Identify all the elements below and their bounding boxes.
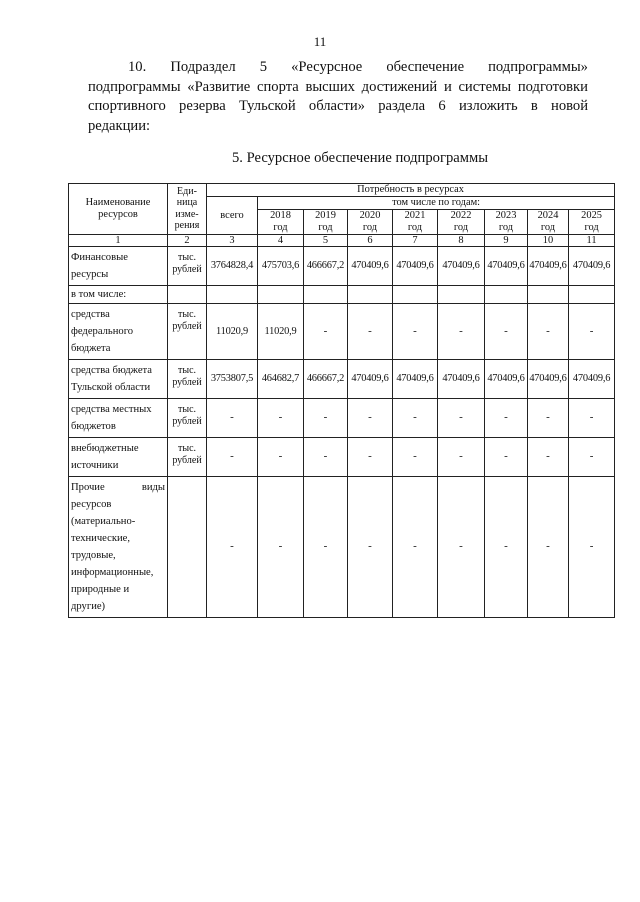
row-unit [168, 247, 207, 286]
row-year-value [569, 286, 615, 304]
row-year-value [393, 286, 438, 304]
paragraph-word: резерва [179, 98, 226, 114]
row-unit-line: тыс. [177, 365, 197, 376]
row-name-line: информационные, [71, 567, 154, 578]
row-year-value: 464682,7 [258, 360, 304, 399]
table-row [69, 477, 615, 618]
paragraph-word: 6 [438, 98, 446, 114]
row-name-line: бюджета [71, 343, 111, 354]
header-year-number: 2023 [495, 210, 517, 221]
column-number: 1 [69, 234, 168, 247]
header-year [304, 209, 348, 234]
row-name-line: федерального [71, 326, 134, 337]
paragraph-word: области» [308, 98, 365, 114]
header-year-word: год [540, 221, 556, 233]
header-unit-line: Еди- [177, 185, 197, 197]
row-year-value: - [528, 304, 569, 360]
paragraph-word: системы [458, 78, 512, 95]
row-year-value: 470409,6 [393, 247, 438, 286]
paragraph-word: достижений [361, 78, 438, 95]
row-year-value: - [438, 399, 485, 438]
row-unit-line: рублей [172, 455, 202, 466]
row-year-value: 466667,2 [304, 360, 348, 399]
row-total-value: 3753807,5 [207, 360, 258, 399]
header-year-word: год [273, 221, 288, 233]
row-year-value: - [485, 477, 528, 618]
header-unit [168, 184, 207, 235]
row-resource-name [69, 438, 168, 477]
row-year-value: 470409,6 [348, 247, 393, 286]
row-year-value: - [485, 399, 528, 438]
row-year-value: - [569, 477, 615, 618]
header-year-number: 2025 [581, 210, 602, 221]
row-name-line: бюджетов [71, 421, 116, 432]
header-year-number: 2021 [404, 210, 426, 221]
header-resource-name: Наименование ресурсов [69, 184, 168, 235]
paragraph-word: и [443, 78, 452, 95]
row-year-value [304, 286, 348, 304]
paragraph-word: 10. [128, 59, 147, 75]
row-year-value [258, 286, 304, 304]
row-unit-line: тыс. [177, 443, 197, 454]
paragraph-line [88, 117, 588, 137]
row-year-value: 470409,6 [393, 360, 438, 399]
row-year-value: - [348, 399, 393, 438]
paragraph-line [88, 78, 588, 98]
row-name-line: (материально- [71, 516, 136, 527]
row-total-value: - [207, 438, 258, 477]
row-unit [168, 360, 207, 399]
section-heading: 5. Ресурсное обеспечение подпрограммы [231, 150, 488, 166]
row-unit-line: рублей [172, 321, 202, 332]
paragraph-word: Подраздел [170, 59, 236, 75]
row-name-line: ресурсов [71, 499, 112, 510]
row-name-line: другие) [71, 601, 106, 612]
header-unit-line: изме- [175, 208, 199, 220]
row-year-value: - [258, 399, 304, 438]
row-year-value: - [528, 399, 569, 438]
row-name-line: технические, [71, 533, 130, 544]
column-number: 11 [569, 234, 615, 247]
header-need: Потребность в ресурсах [207, 184, 615, 197]
amendment-paragraph [88, 58, 588, 136]
row-year-value: 11020,9 [258, 304, 304, 360]
row-year-value: - [485, 304, 528, 360]
header-unit-line: рения [174, 220, 200, 232]
row-resource-name [69, 360, 168, 399]
row-resource-name [69, 399, 168, 438]
row-year-value: - [258, 438, 304, 477]
header-year [438, 209, 485, 234]
row-year-value: - [348, 438, 393, 477]
row-year-value: 470409,6 [528, 360, 569, 399]
row-year-value: - [304, 304, 348, 360]
row-total-value: - [207, 477, 258, 618]
header-year [348, 209, 393, 234]
row-name-line: средства [71, 309, 110, 320]
row-unit [168, 438, 207, 477]
row-resource-name [69, 247, 168, 286]
row-total-value [207, 286, 258, 304]
column-number: 9 [485, 234, 528, 247]
header-year-number: 2024 [537, 210, 559, 221]
column-number: 7 [393, 234, 438, 247]
row-name-line: внебюджетные [71, 443, 139, 454]
row-unit-line: рублей [172, 264, 202, 275]
header-year-word: год [318, 221, 333, 233]
row-name-line: ресурсы [71, 269, 109, 280]
table-row [69, 247, 615, 286]
row-unit [168, 399, 207, 438]
row-name-line: Прочие виды [71, 482, 165, 493]
header-year-word: год [453, 221, 469, 233]
header-year-number: 2022 [450, 210, 472, 221]
table-row [69, 286, 615, 304]
row-unit [168, 477, 207, 618]
row-year-value: 470409,6 [438, 247, 485, 286]
row-unit [168, 286, 207, 304]
row-unit-line: тыс. [177, 252, 197, 263]
table-row [69, 438, 615, 477]
paragraph-word: подпрограммы [88, 78, 181, 95]
header-by-years: том числе по годам: [258, 197, 615, 210]
row-year-value: - [569, 304, 615, 360]
row-year-value: - [304, 477, 348, 618]
page-number: 11 [313, 34, 327, 49]
header-year-word: год [498, 221, 514, 233]
table-row [69, 360, 615, 399]
column-number: 2 [168, 234, 207, 247]
paragraph-line [88, 97, 588, 117]
row-resource-name [69, 286, 168, 304]
header-year-number: 2020 [359, 210, 381, 221]
header-year [569, 209, 615, 234]
paragraph-word: спортивного [88, 98, 166, 114]
header-year-number: 2018 [270, 210, 291, 221]
paragraph-word: подготовки [517, 78, 588, 95]
header-year [258, 209, 304, 234]
row-total-value: 3764828,4 [207, 247, 258, 286]
row-year-value [438, 286, 485, 304]
resources-table [68, 183, 615, 618]
header-year-word: год [407, 221, 423, 233]
row-year-value [348, 286, 393, 304]
table-row [69, 399, 615, 438]
row-year-value: - [348, 304, 393, 360]
row-year-value: - [258, 477, 304, 618]
paragraph-word: изложить [458, 98, 518, 114]
paragraph-word: Тульской [238, 98, 296, 114]
row-year-value: - [528, 477, 569, 618]
row-year-value: 470409,6 [528, 247, 569, 286]
paragraph-word: «Развитие [187, 78, 251, 95]
paragraph-word: новой [551, 98, 589, 114]
column-number: 6 [348, 234, 393, 247]
row-year-value: - [393, 438, 438, 477]
header-unit-line: ница [176, 197, 198, 209]
row-name-line: средства местных [71, 404, 152, 415]
row-year-value: 470409,6 [569, 360, 615, 399]
paragraph-word: обеспечение [386, 59, 465, 75]
row-year-value: 470409,6 [485, 360, 528, 399]
table-row [69, 304, 615, 360]
header-year-number: 2019 [315, 210, 336, 221]
paragraph-line [88, 58, 588, 78]
row-year-value: - [485, 438, 528, 477]
row-unit [168, 304, 207, 360]
row-year-value: 470409,6 [438, 360, 485, 399]
row-total-value: 11020,9 [207, 304, 258, 360]
row-name-line: в том числе: [71, 289, 127, 300]
paragraph-word: раздела [378, 98, 426, 114]
header-year [485, 209, 528, 234]
row-unit-line: рублей [172, 377, 202, 388]
row-year-value: - [528, 438, 569, 477]
row-year-value: - [348, 477, 393, 618]
paragraph-word: высших [305, 78, 355, 95]
row-year-value: 470409,6 [348, 360, 393, 399]
row-resource-name [69, 304, 168, 360]
row-year-value: - [438, 438, 485, 477]
header-total: всего [207, 197, 258, 235]
header-year [393, 209, 438, 234]
column-number: 5 [304, 234, 348, 247]
row-year-value: - [393, 477, 438, 618]
paragraph-word: «Ресурсное [291, 59, 363, 75]
row-year-value: - [438, 477, 485, 618]
paragraph-word: редакции: [88, 117, 151, 134]
row-name-line: Тульской области [71, 382, 151, 393]
row-year-value: - [304, 438, 348, 477]
column-number: 4 [258, 234, 304, 247]
row-year-value: 470409,6 [485, 247, 528, 286]
paragraph-word: в [530, 98, 538, 114]
row-year-value [528, 286, 569, 304]
row-year-value: 466667,2 [304, 247, 348, 286]
row-name-line: природные и [71, 584, 130, 595]
row-year-value: 470409,6 [569, 247, 615, 286]
row-unit-line: рублей [172, 416, 202, 427]
row-unit-line: тыс. [177, 309, 197, 320]
row-resource-name [69, 477, 168, 618]
column-number: 10 [528, 234, 569, 247]
row-year-value: - [393, 399, 438, 438]
row-year-value: - [569, 399, 615, 438]
row-unit-line: тыс. [177, 404, 197, 415]
row-year-value: - [569, 438, 615, 477]
paragraph-word: спорта [257, 78, 299, 95]
row-name-line: Финансовые [71, 252, 128, 263]
row-name-line: трудовые, [71, 550, 116, 561]
row-year-value: - [304, 399, 348, 438]
row-year-value [485, 286, 528, 304]
row-name-line: средства бюджета [71, 365, 152, 376]
row-year-value: - [393, 304, 438, 360]
column-number: 8 [438, 234, 485, 247]
paragraph-word: подпрограммы» [488, 59, 588, 75]
column-number: 3 [207, 234, 258, 247]
header-year [528, 209, 569, 234]
row-year-value: 475703,6 [258, 247, 304, 286]
paragraph-word: 5 [259, 59, 268, 75]
row-name-line: источники [71, 460, 119, 471]
row-year-value: - [438, 304, 485, 360]
header-year-word: год [362, 221, 378, 233]
header-year-word: год [584, 221, 599, 233]
row-total-value: - [207, 399, 258, 438]
